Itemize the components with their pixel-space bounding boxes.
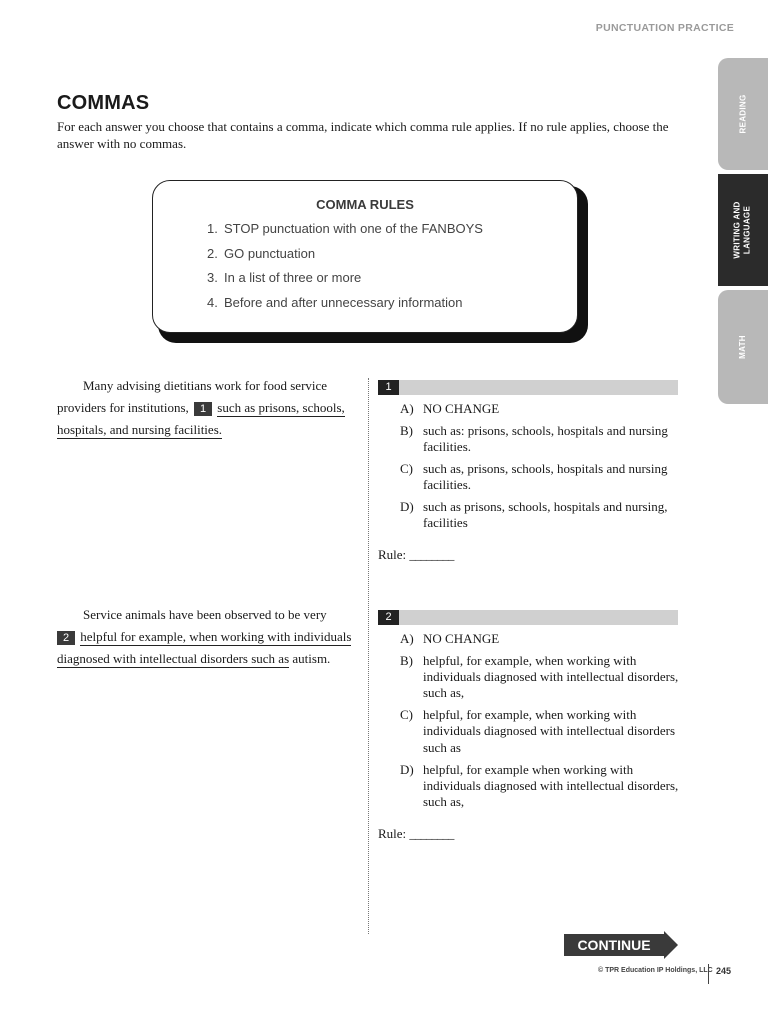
question-number-2: 2 [378,610,399,625]
passage-line: Service animals have been observed to be very [83,607,327,622]
rule-answer-1[interactable]: Rule: ________ [378,547,454,562]
underlined-text: such as prisons, schools, [217,400,345,415]
tab-writing-and-language[interactable] [718,174,768,286]
passage-line [57,626,357,648]
column-divider [368,378,369,934]
continue-button[interactable] [564,931,678,959]
question-bar-2 [378,610,678,625]
question-marker-1: 1 [194,402,212,416]
question-marker-2: 2 [57,631,75,645]
question-bar-1 [378,380,678,395]
passage-2 [57,604,357,670]
page-number: 245 [716,966,732,976]
answer-choice-d[interactable]: D) such as prisons, schools, hospitals and nursing, facilities [400,498,668,531]
question-number-1: 1 [378,380,399,395]
comma-rules-box [152,180,578,333]
rules-title: COMMA RULES [316,197,414,212]
passage-line: diagnosed with intellectual disorders such as autism. [57,651,331,666]
rules-list [207,219,483,317]
section-header-label: PUNCTUATION PRACTICE [595,22,734,34]
footer-divider [708,964,709,984]
underlined-text: helpful for example, when working with individuals [80,629,352,644]
tab-reading[interactable] [718,58,768,170]
rule-item: 1. STOP punctuation with one of the FANBOYS [207,221,483,236]
tab-writing-label: WRITING AND LANGUAGE [733,201,752,259]
underlined-text: diagnosed with intellectual disorders such as [57,651,290,666]
rule-answer-2[interactable]: Rule: ________ [378,826,454,841]
copyright: © TPR Education IP Holdings, LLC [598,967,713,974]
arrow-right-icon [664,931,678,959]
answer-choice-b[interactable]: B) such as: prisons, schools, hospitals and nursing facilities. [400,422,668,455]
tab-math-label: MATH [738,335,747,359]
underlined-text: hospitals, and nursing facilities. [57,422,223,437]
answer-choice-a[interactable]: A) NO CHANGE [400,631,500,646]
answer-choice-b[interactable]: B) helpful, for example, when working with individuals diagnosed with intellectual disorders, such as, [400,652,679,701]
tab-math[interactable] [718,290,768,404]
passage-line: providers for institutions, 1 such as prisons, schools, [57,400,345,415]
passage-line: Many advising dietitians work for food service [83,378,328,393]
answer-choices-1 [400,401,680,537]
page-title: COMMAS [57,92,150,114]
answer-choices-2 [400,631,680,816]
passage-line [57,419,357,441]
instructions: For each answer you choose that contains a comma, indicate which comma rule applies. If no rule applies, choose the answer with no commas. [57,119,669,151]
rule-item: 3. In a list of three or more [207,270,362,285]
answer-choice-c[interactable]: C) such as, prisons, schools, hospitals and nursing facilities. [400,460,668,493]
answer-choice-d[interactable]: D) helpful, for example when working with individuals diagnosed with intellectual disorders, such as, [400,761,679,810]
answer-choice-c[interactable]: C) helpful, for example, when working with individuals diagnosed with intellectual disorders such as [400,707,676,755]
passage-1 [57,375,357,441]
rule-item: 2. GO punctuation [207,245,316,261]
answer-choice-a[interactable]: A) NO CHANGE [400,401,500,416]
rule-item: 4. Before and after unnecessary information [207,294,463,310]
continue-label: CONTINUE [564,934,664,956]
tab-reading-label: READING [738,94,747,134]
